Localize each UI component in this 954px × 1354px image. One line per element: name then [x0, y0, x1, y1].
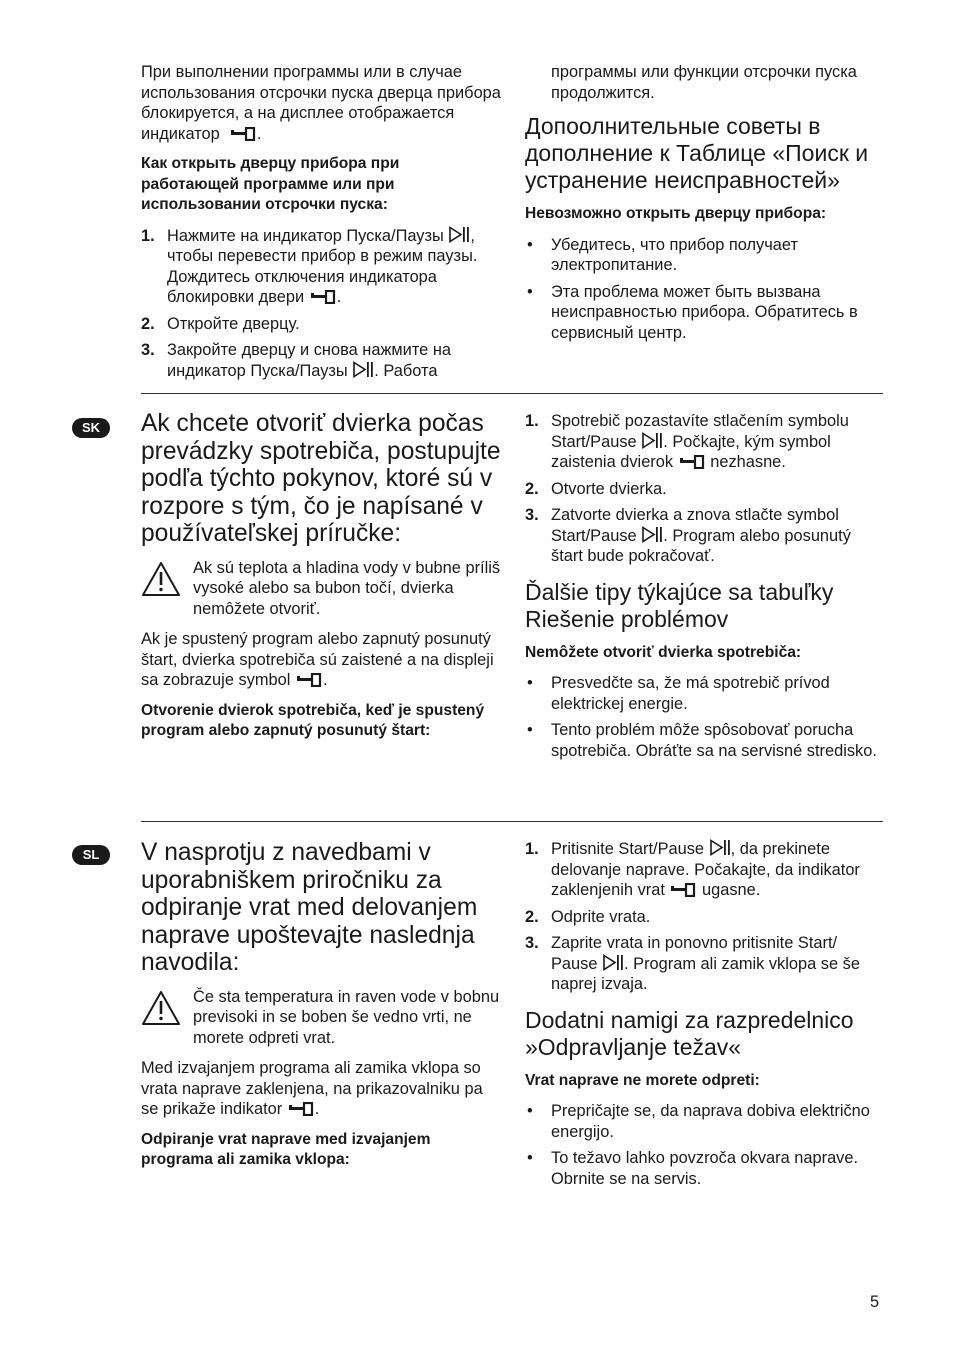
sk-left-column [141, 410, 501, 742]
ru-right-column [525, 62, 885, 343]
door-lock-icon [295, 673, 323, 687]
sl-right-column [525, 839, 885, 1189]
list-item: • Presvedčte sa, že má spotrebič prívod elektrickej energie. [527, 674, 830, 713]
sk-subhead: Otvorenie dvierok spotrebiča, keď je spustený program alebo zapnutý posunutý štart: [141, 701, 485, 739]
sk-intro: Ak je spustený program alebo zapnutý posunutý štart, dvierka spotrebiča sú zaistené a na displeji sa zobrazuje symbol . [141, 630, 494, 689]
list-item: 1. Нажмите на индикатор Пуска/Паузы , чтобы перевести прибор в режим паузы. Дождитесь отключения индикатора блокировки двери . [141, 226, 478, 306]
ru-subhead: Как открыть дверцу прибора при работающей программе или при использовании отсрочки пуска: [141, 155, 400, 213]
ru-intro: При выполнении программы или в случае использования отсрочки пуска дверца прибора блокируется, а на дисплее отображается индикатор . [141, 63, 501, 143]
list-item: 2. Otvorte dvierka. [525, 479, 667, 498]
sl-intro: Med izvajanjem programa ali zamika vklopa so vrata naprave zaklenjena, na prikazovalniku pa se prikaže indikator . [141, 1059, 483, 1118]
list-item: • Убедитесь, что прибор получает электропитание. [527, 235, 798, 274]
list-item: 2. Odprite vrata. [525, 907, 651, 926]
start-pause-icon [641, 526, 663, 543]
sk-tips-subhead: Nemôžete otvoriť dvierka spotrebiča: [525, 643, 802, 661]
language-badge-sk: SK [72, 418, 110, 438]
sl-warning: Če sta temperatura in raven vode v bobnu previsoki in se boben še vedno vrti, ne morete odpreti vrat. [141, 987, 501, 1049]
start-pause-icon [602, 954, 624, 971]
ru-continued: программы или функции отсрочки пуска продолжится. [551, 63, 857, 102]
door-lock-icon [287, 1102, 315, 1116]
warning-triangle-icon [141, 990, 181, 1026]
list-item: • To težavo lahko povzroča okvara naprave. Obrnite se na servis. [527, 1149, 859, 1188]
sl-heading: V nasprotju z navedbami v uporabniškem priročniku za odpiranje vrat med delovanjem naprave upoštevajte naslednja navodila: [141, 839, 478, 976]
section-divider [141, 393, 883, 394]
start-pause-icon [709, 839, 731, 856]
sl-tips-heading: Dodatni namigi za razpredelnico »Odpravljanje težav« [525, 1006, 854, 1060]
sl-subhead: Odpiranje vrat naprave med izvajanjem programa ali zamika vklopa: [141, 1130, 431, 1168]
list-item: 3. Zatvorte dvierka a znova stlačte symbol Start/Pause . Program alebo posunutý štart bude pokračovať. [525, 506, 851, 565]
sl-tips-list [525, 1101, 885, 1189]
list-item: 2. Откройте дверцу. [141, 314, 300, 333]
door-lock-icon [309, 290, 337, 304]
ru-steps [141, 226, 501, 382]
list-item: • Tento problém môže spôsobovať porucha spotrebiča. Obráťte sa na servisné stredisko. [527, 721, 877, 760]
sk-right-column [525, 411, 885, 761]
sk-warning: Ak sú teplota a hladina vody v bubne príliš vysoké alebo sa bubon točí, dvierka nemôžete otvoriť. [141, 558, 501, 620]
sl-left-column [141, 839, 501, 1171]
list-item: 1. Spotrebič pozastavíte stlačením symbolu Start/Pause . Počkajte, kým symbol zaistenia dvierok nezhasne. [525, 412, 849, 471]
list-item: 3. Закройте дверцу и снова нажмите на индикатор Пуска/Паузы . Работа [141, 341, 452, 380]
warning-triangle-icon [141, 561, 181, 597]
ru-tips-heading: Допоолнительные советы в дополнение к Таблице «Поиск и устранение неисправностей» [525, 113, 869, 193]
list-item: • Prepričajte se, da naprava dobiva električno energijo. [527, 1102, 870, 1141]
page-number: 5 [870, 1293, 880, 1311]
start-pause-icon [448, 226, 470, 243]
ru-tips-list [525, 235, 885, 344]
start-pause-icon [641, 432, 663, 449]
sl-tips-subhead: Vrat naprave ne morete odpreti: [525, 1071, 760, 1089]
sk-tips-heading: Ďalšie tipy týkajúce sa tabuľky Riešenie problémov [525, 578, 834, 632]
sk-steps [525, 411, 885, 567]
sk-heading: Ak chcete otvoriť dvierka počas prevádzky spotrebiča, postupujte podľa týchto pokynov, ktoré sú v rozpore s tým, čo je napísané v používateľskej príručke: [141, 410, 501, 547]
list-item: 3. Zaprite vrata in ponovno pritisnite Start/ Pause . Program ali zamik vklopa se še naprej izvaja. [525, 934, 860, 993]
language-badge-sl: SL [72, 845, 110, 865]
ru-tips-subhead: Невозможно открыть дверцу прибора: [525, 205, 827, 222]
start-pause-icon [352, 361, 374, 378]
sk-tips-list [525, 673, 885, 761]
list-item: 1. Pritisnite Start/Pause , da prekinete delovanje naprave. Počakajte, da indikator zaklenjenih vrat ugasne. [525, 840, 860, 899]
door-lock-icon [669, 883, 697, 897]
door-lock-icon [678, 455, 706, 469]
door-lock-icon [229, 127, 257, 141]
section-divider [141, 821, 883, 822]
list-item: • Эта проблема может быть вызвана неисправностью прибора. Обратитесь в сервисный центр. [527, 282, 858, 342]
sl-steps [525, 839, 885, 995]
ru-left-column [141, 62, 501, 381]
